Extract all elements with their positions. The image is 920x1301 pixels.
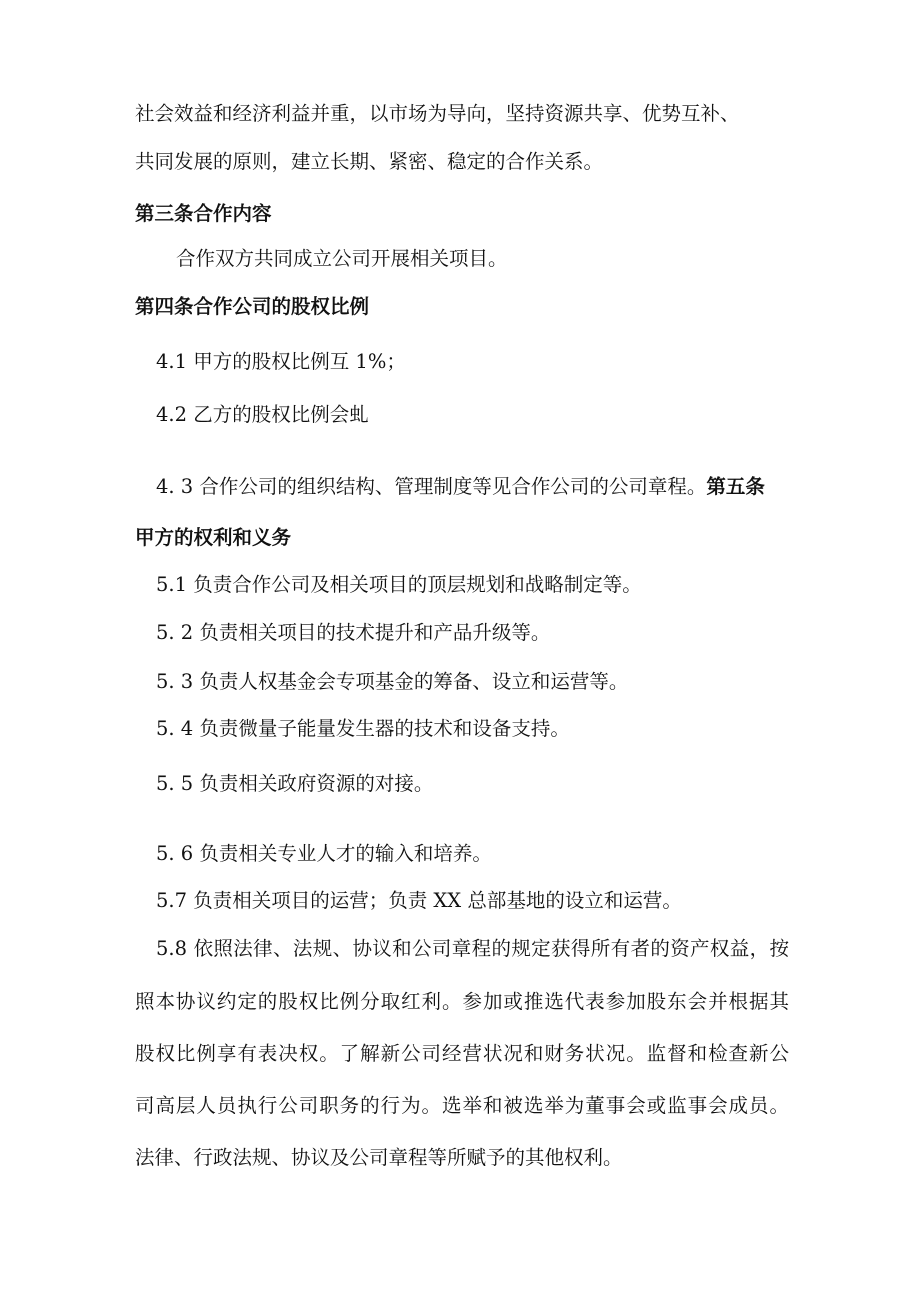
clause-5-6: 5. 6 负责相关专业人才的输入和培养。 [156,842,492,865]
clause-5-7: 5.7 负责相关项目的运营；负责 XX 总部基地的设立和运营。 [156,889,682,912]
clause-5-4: 5. 4 负责微量子能量发生器的技术和设备支持。 [156,717,570,740]
clause-5-5: 5. 5 负责相关政府资源的对接。 [156,772,434,795]
article-4-heading: 第四条合作公司的股权比例 [135,295,370,318]
paragraph-line-2: 共同发展的原则，建立长期、紧密、稳定的合作关系。 [135,150,604,173]
clause-5-3: 5. 3 负责人权基金会专项基金的筹备、设立和运营等。 [156,670,629,693]
clause-5-1: 5.1 负责合作公司及相关项目的顶层规划和战略制定等。 [156,573,642,596]
clause-4-3-text: 4. 3 合作公司的组织结构、管理制度等见合作公司的公司章程。 [156,475,707,498]
clause-5-8-line-4: 司高层人员执行公司职务的行为。选举和被选举为董事会或监事会成员。 [135,1094,789,1117]
clause-5-2: 5. 2 负责相关项目的技术提升和产品升级等。 [156,621,551,644]
article-3-heading: 第三条合作内容 [135,202,272,225]
clause-4-2: 4.2 乙方的股权比例会虬 [156,403,369,426]
clause-5-8-line-5: 法律、行政法规、协议及公司章程等所赋予的其他权利。 [135,1146,623,1169]
clause-5-8-line-3: 股权比例享有表决权。了解新公司经营状况和财务状况。监督和检查新公 [135,1042,789,1065]
clause-5-8-line-2: 照本协议约定的股权比例分取红利。参加或推选代表参加股东会并根据其 [135,990,789,1013]
paragraph-line-1: 社会效益和经济利益并重，以市场为导向，坚持资源共享、优势互补、 [135,102,740,125]
article-5-heading-part2: 甲方的权利和义务 [135,526,292,549]
clause-5-8-line-1: 5.8 依照法律、法规、协议和公司章程的规定获得所有者的资产权益，按 [156,937,789,960]
clause-4-1: 4.1 甲方的股权比例互 1%； [156,350,406,373]
article-3-body: 合作双方共同成立公司开展相关项目。 [176,247,508,270]
article-5-heading-part1: 第五条 [706,475,765,498]
clause-4-3 [156,474,765,500]
